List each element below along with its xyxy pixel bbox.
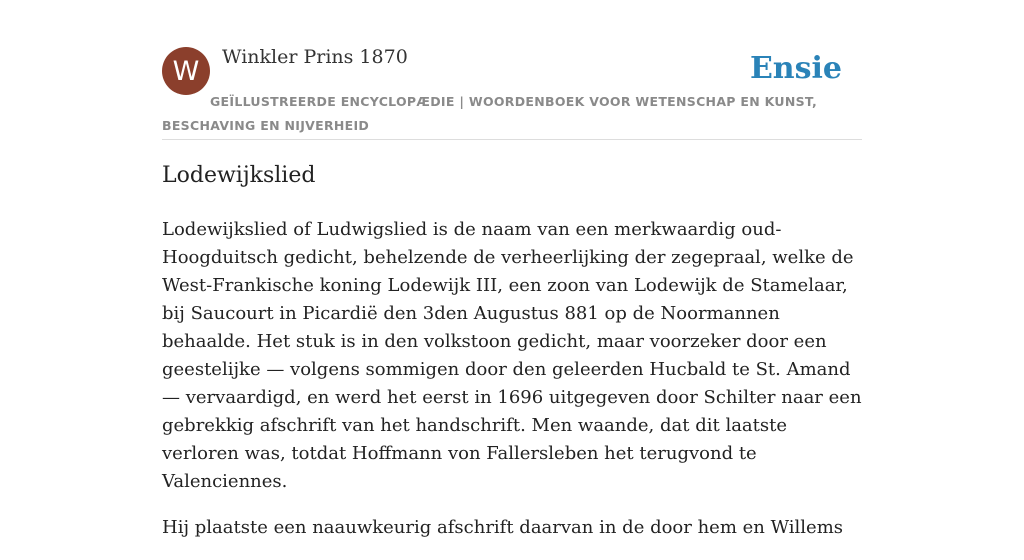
article-paragraph: Hij plaatste een naauwkeurig afschrift daarvan in de door hem en Willems bbox=[162, 517, 844, 538]
source-title[interactable]: Winkler Prins 1870 bbox=[222, 46, 408, 68]
article-paragraph: Lodewijkslied of Ludwigslied is de naam van een merkwaardig oud-Hoogduitsch gedicht, behelzende de verheerlijking der zegepraal, welke de West-Frankische koning Lodewijk III, een zoon van Lodewijk de Stamelaar, bij Saucourt in Picardië den 3den Augustus 881 op de Noormannen behaalde. Het stuk is in den volkstoon gedicht, maar voorzeker door een geestelijke — volgens sommigen door den geleerden Hucbald te St. Amand — vervaardigd, en werd het eerst in 1696 uitgegeven door Schilter naar een gebrekkig afschrift van het handschrift. Men waande, dat dit laatste verloren was, totdat Hoffmann von Fallersleben het terugvond te Valenciennes. bbox=[162, 219, 862, 492]
brand-logo-link[interactable]: Ensie bbox=[749, 51, 842, 86]
source-subtitle: GEÏLLUSTREERDE ENCYCLOPÆDIE | WOORDENBOEK VOOR WETENSCHAP EN KUNST, BESCHAVING EN NIJVERHEID bbox=[162, 94, 818, 133]
page-title: Lodewijkslied bbox=[162, 163, 316, 188]
avatar[interactable]: W bbox=[162, 47, 210, 95]
article-body bbox=[162, 216, 864, 560]
header-divider bbox=[162, 139, 862, 140]
